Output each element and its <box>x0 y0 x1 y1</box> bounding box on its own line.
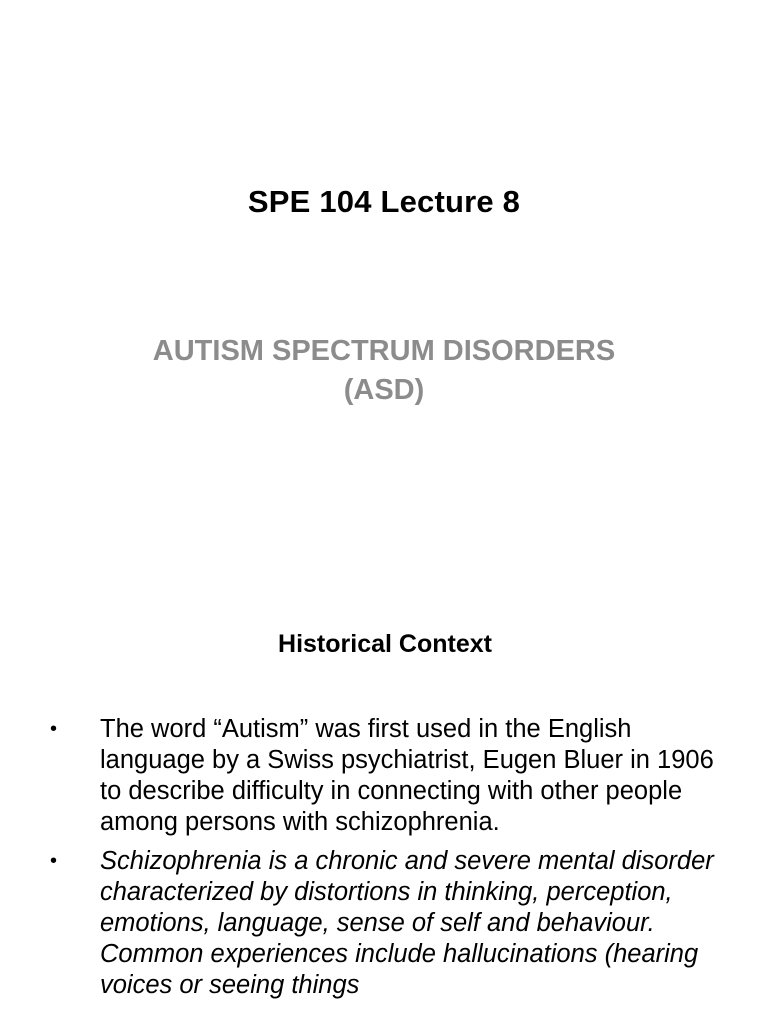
subtitle-line-1: AUTISM SPECTRUM DISORDERS <box>152 335 616 367</box>
lecture-subtitle <box>84 332 684 410</box>
subtitle-line-2: (ASD) <box>343 374 425 406</box>
section-heading: Historical Context <box>278 630 492 658</box>
bullet-item <box>50 846 730 1001</box>
lecture-title: SPE 104 Lecture 8 <box>247 184 521 219</box>
bullet-list <box>50 714 730 1009</box>
bullet-item <box>50 714 730 838</box>
bullet-text: Schizophrenia is a chronic and severe mental disorder characterized by distortions in thinking, perception, emotions, language, sense of self and behaviour. Common experiences include hallucinations (hearing voices or seeing things <box>100 847 714 999</box>
bullet-point-icon: • <box>50 718 58 740</box>
historical-context-slide <box>0 560 768 1024</box>
bullet-text: The word “Autism” was first used in the English language by a Swiss psychiatrist, Eugen Bluer in 1906 to describe difficulty in connecting with other people among persons with schizophrenia. <box>100 715 714 836</box>
bullet-point-icon: • <box>50 850 58 872</box>
